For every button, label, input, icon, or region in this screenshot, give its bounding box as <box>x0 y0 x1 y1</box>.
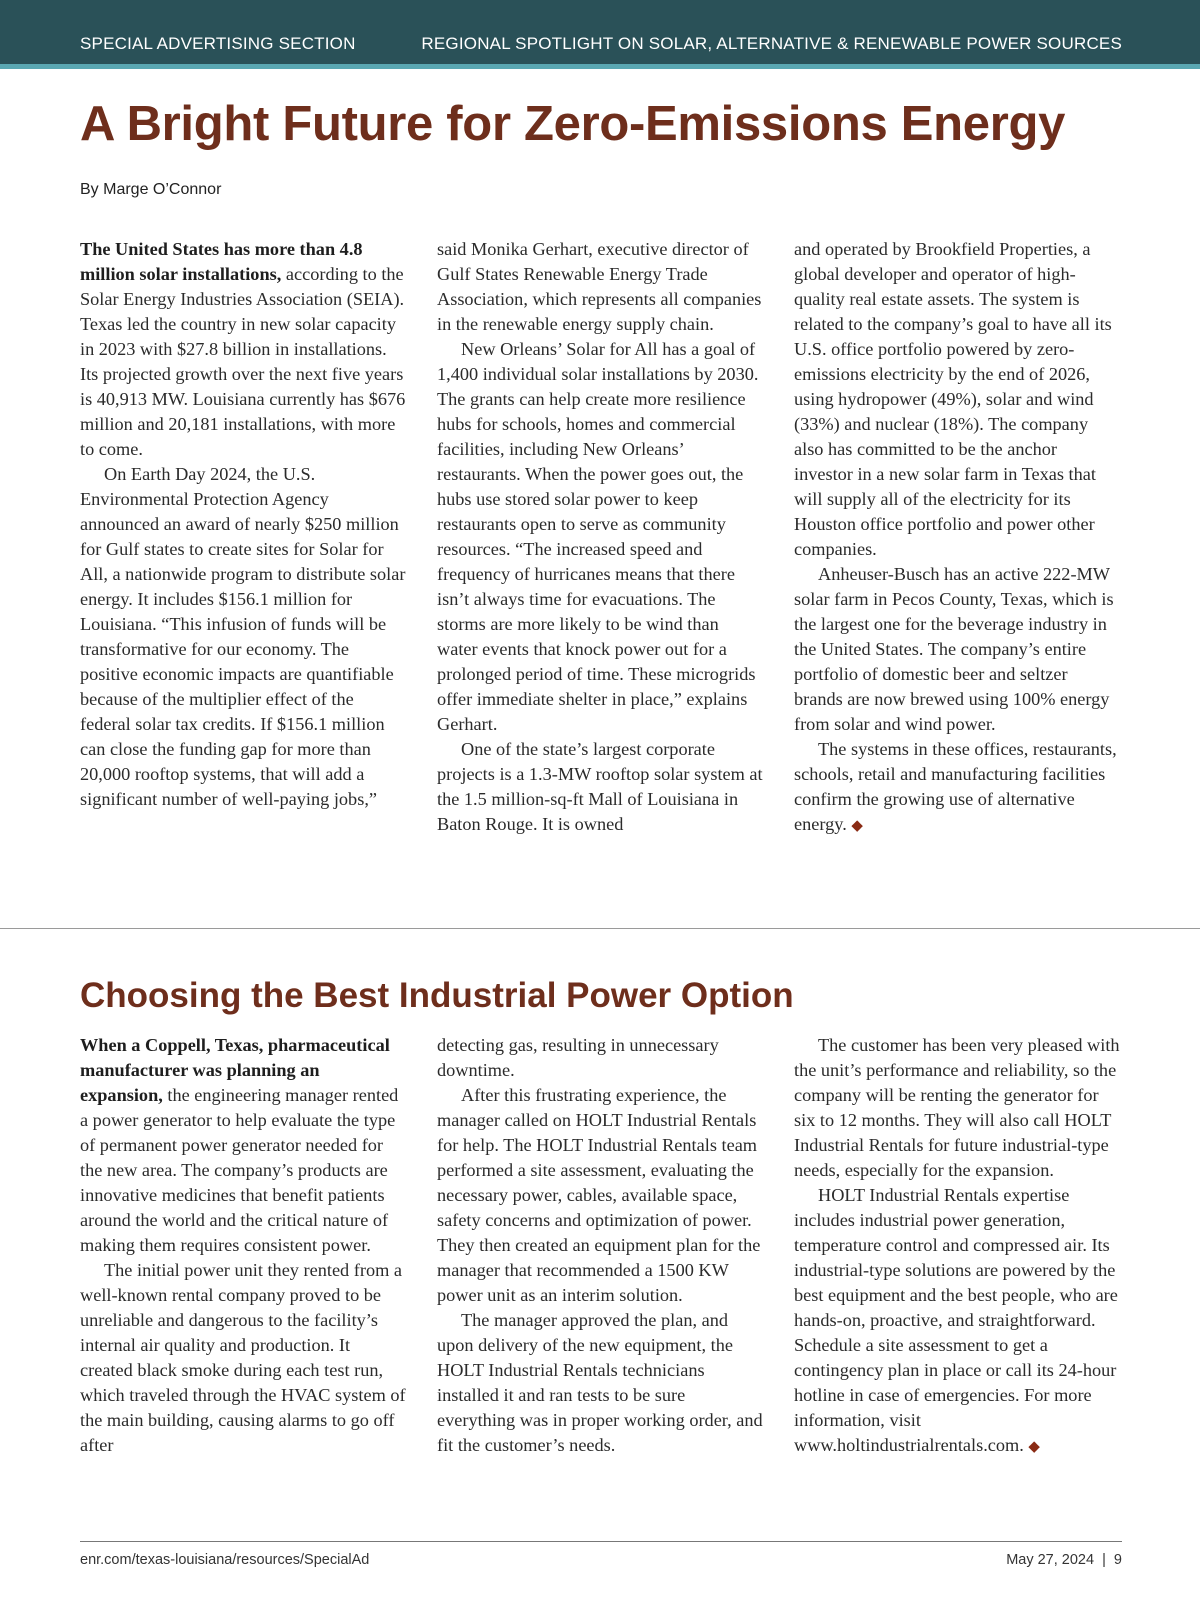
header-bar <box>0 0 1200 69</box>
article2-column-3 <box>794 1033 1120 1460</box>
article2-column-2 <box>437 1033 763 1460</box>
article1-column-1 <box>80 237 406 839</box>
article1-paragraph: said Monika Gerhart, executive director of Gulf States Renewable Energy Trade Association, which represents all companies in the renewable energy supply chain. <box>437 239 762 334</box>
end-diamond-icon: ◆ <box>1028 1439 1040 1455</box>
article1-paragraph: New Orleans’ Solar for All has a goal of 1,400 individual solar installations by 2030. The grants can help create more resilience hubs for schools, homes and commercial facilities, including New Orleans’ restaurants. When the power goes out, the hubs use stored solar power to keep restaurants open to serve as community resources. “The increased speed and frequency of hurricanes means that there isn’t always time for evacuations. The storms are more likely to be wind than water events that knock power out for a prolonged period of time. These microgrids offer immediate shelter in place,” explains Gerhart. <box>437 339 759 734</box>
article2-lead-paragraph <box>80 1033 406 1258</box>
article1-lead-text: according to the Solar Energy Industries Association (SEIA). Texas led the country in new solar capacity in 2023 with $27.8 billion in installations. Its projected growth over the next five years is 40,913 MW. Louisiana currently has $676 million and 20,181 installations, with more to come. <box>80 264 406 459</box>
article2-paragraph: detecting gas, resulting in unnecessary downtime. <box>437 1035 719 1080</box>
spotlight-label: REGIONAL SPOTLIGHT ON SOLAR, ALTERNATIVE & RENEWABLE POWER SOURCES <box>421 34 1122 53</box>
article1-column-2 <box>437 237 763 839</box>
section-divider <box>0 928 1200 929</box>
article2-column-1 <box>80 1033 406 1460</box>
article2-lead-text: the engineering manager rented a power generator to help evaluate the type of permanent power generator needed for the new area. The company’s products are innovative medicines that benefit patients around the world and the critical nature of making them requires consistent power. <box>80 1085 399 1255</box>
article1-paragraph: Anheuser-Busch has an active 222-MW solar farm in Pecos County, Texas, which is the largest one for the beverage industry in the United States. The company’s entire portfolio of domestic beer and seltzer brands are now brewed using 100% energy from solar and wind power. <box>794 564 1114 734</box>
article2-paragraph: The manager approved the plan, and upon delivery of the new equipment, the HOLT Industrial Rentals technicians installed it and ran tests to be sure everything was in proper working order, and fit the customer’s needs. <box>437 1310 763 1455</box>
footer-divider <box>80 1541 1122 1542</box>
article2-body <box>80 1033 1120 1460</box>
article2-closing-paragraph <box>794 1183 1120 1460</box>
article1-lead-paragraph <box>80 237 406 462</box>
article1-lead-bold: The United States has more than 4.8 million solar installations, <box>80 239 363 284</box>
article1-column-3 <box>794 237 1120 839</box>
end-diamond-icon: ◆ <box>851 818 863 834</box>
section-label: SPECIAL ADVERTISING SECTION <box>80 34 356 53</box>
article2-title: Choosing the Best Industrial Power Option <box>80 976 794 1015</box>
article2-paragraph: After this frustrating experience, the manager called on HOLT Industrial Rentals for help. The HOLT Industrial Rentals team performed a site assessment, evaluating the necessary power, cables, available space, safety concerns and optimization of power. They then created an equipment plan for the manager that recommended a 1500 KW power unit as an interim solution. <box>437 1085 761 1305</box>
article1-closing-paragraph <box>794 737 1120 839</box>
article1-paragraph: and operated by Brookfield Properties, a global developer and operator of high-quality real estate assets. The system is related to the company’s goal to have all its U.S. office portfolio powered by zero-emissions electricity by the end of 2026, using hydropower (49%), solar and wind (33%) and nuclear (18%). The company also has committed to be the anchor investor in a new solar farm in Texas that will supply all of the electricity for its Houston office portfolio and power other companies. <box>794 239 1112 559</box>
footer-url: enr.com/texas-louisiana/resources/SpecialAd <box>80 1552 370 1568</box>
byline: By Marge O’Connor <box>80 181 222 198</box>
article2-paragraph: The customer has been very pleased with the unit’s performance and reliability, so the company will be renting the generator for six to 12 months. They will also call HOLT Industrial Rentals for future industrial-type needs, especially for the expansion. <box>794 1035 1120 1180</box>
article2-closing-text: HOLT Industrial Rentals expertise includes industrial power generation, temperature control and compressed air. Its industrial-type solutions are powered by the best equipment and the best people, who are hands-on, proactive, and straightforward. Schedule a site assessment to get a contingency plan in place or call its 24-hour hotline in case of emergencies. For more information, visit www.holtindustrialrentals.com. <box>794 1185 1118 1455</box>
article1-closing-text: The systems in these offices, restaurants, schools, retail and manufacturing facilities confirm the growing use of alternative energy. <box>794 739 1117 834</box>
article2-lead-bold: When a Coppell, Texas, pharmaceutical manufacturer was planning an expansion, <box>80 1035 390 1105</box>
article1-body <box>80 237 1120 839</box>
article1-title: A Bright Future for Zero-Emissions Energy <box>80 97 1066 151</box>
article1-paragraph: One of the state’s largest corporate projects is a 1.3-MW rooftop solar system at the 1.5 million-sq-ft Mall of Louisiana in Baton Rouge. It is owned <box>437 739 763 834</box>
article1-paragraph: On Earth Day 2024, the U.S. Environmental Protection Agency announced an award of nearly $250 million for Gulf states to create sites for Solar for All, a nationwide program to distribute solar energy. It includes $156.1 million for Louisiana. “This infusion of funds will be transformative for our economy. The positive economic impacts are quantifiable because of the multiplier effect of the federal solar tax credits. If $156.1 million can close the funding gap for more than 20,000 rooftop systems, that will add a significant number of well-paying jobs,” <box>80 464 406 809</box>
article2-paragraph: The initial power unit they rented from a well-known rental company proved to be unreliable and dangerous to the facility’s internal air quality and production. It created black smoke during each test run, which traveled through the HVAC system of the main building, causing alarms to go off after <box>80 1260 406 1455</box>
footer-date-page: May 27, 2024 | 9 <box>1006 1552 1122 1568</box>
